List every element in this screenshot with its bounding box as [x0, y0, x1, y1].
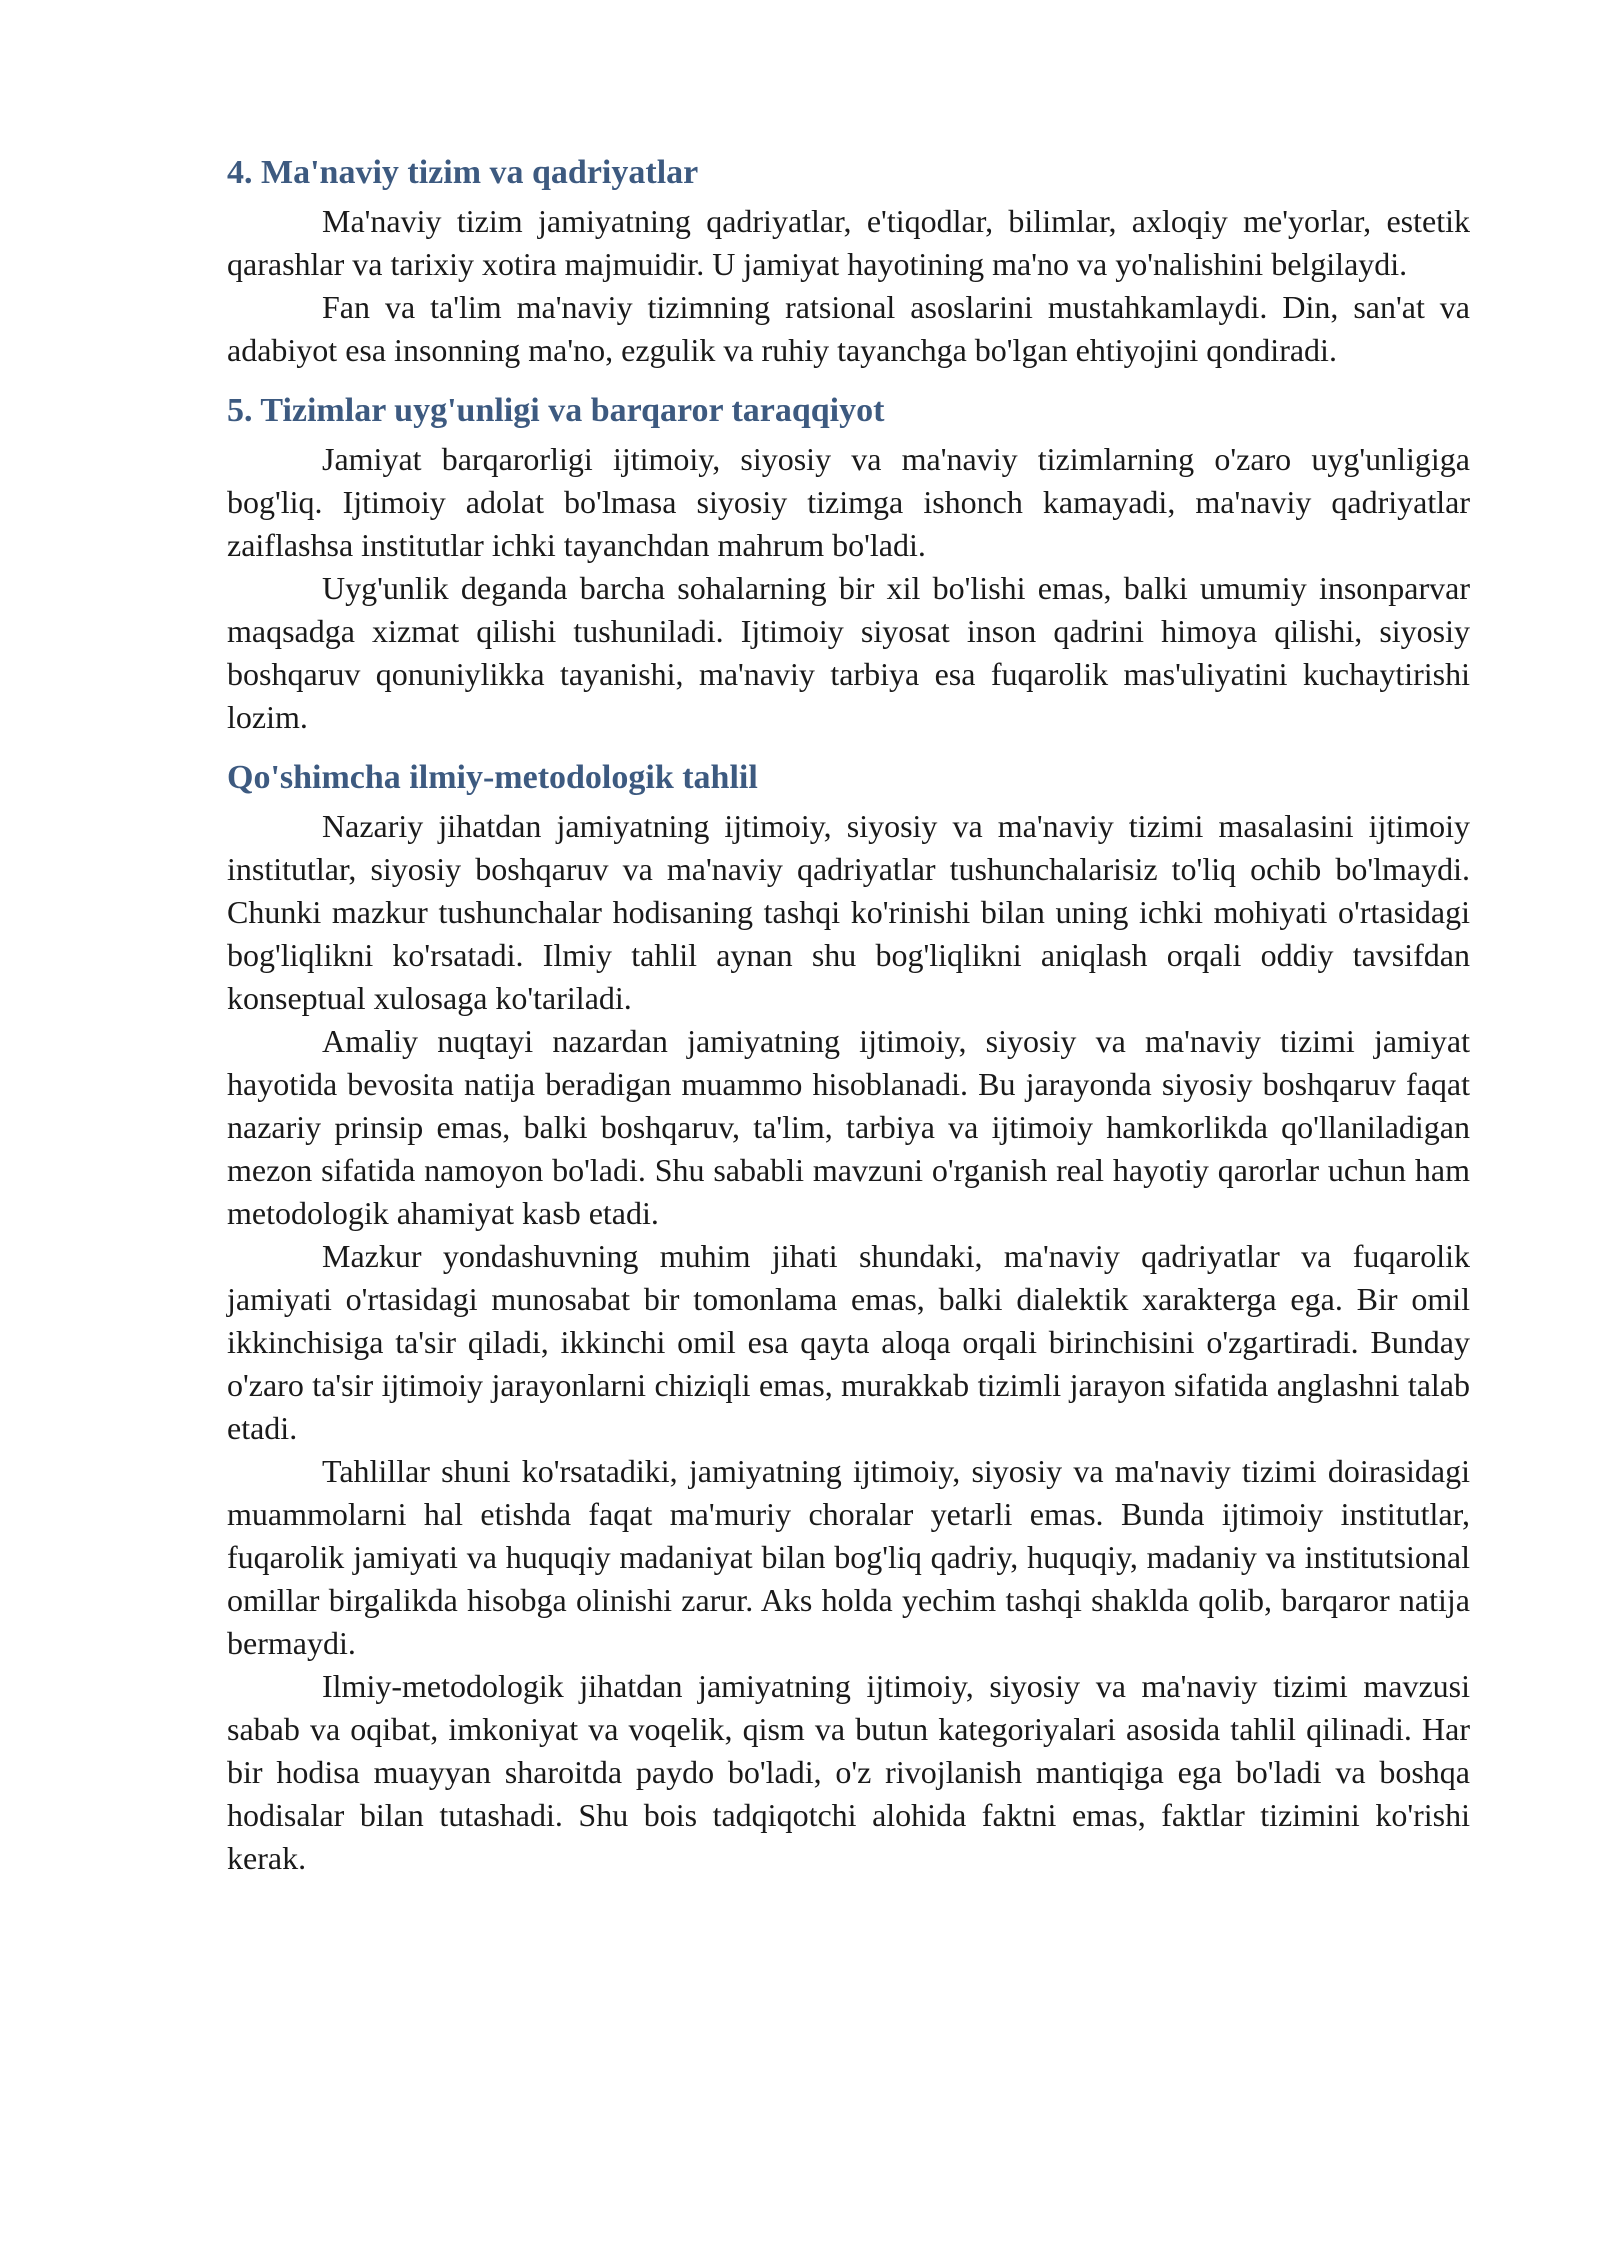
paragraph: Uyg'unlik deganda barcha sohalarning bir xil bo'lishi emas, balki umumiy insonparvar maqsadga xizmat qilishi tushuniladi. Ijtimoiy siyosat inson qadrini himoya qilishi, siyosiy boshqaruv qonuniylikka tayanishi, ma'naviy tarbiya esa fuqarolik mas'uliyatini kuchaytirishi lozim.	[227, 570, 1470, 735]
paragraph: Fan va ta'lim ma'naviy tizimning ratsional asoslarini mustahkamlaydi. Din, san'at va adabiyot esa insonning ma'no, ezgulik va ruhiy tayanchga bo'lgan ehtiyojini qondiradi.	[227, 289, 1470, 368]
section-heading: 4. Ma'naviy tizim va qadriyatlar	[227, 154, 699, 191]
paragraph: Mazkur yondashuvning muhim jihati shundaki, ma'naviy qadriyatlar va fuqarolik jamiyati o'rtasidagi munosabat bir tomonlama emas, balki dialektik xarakterga ega. Bir omil ikkinchisiga ta'sir qiladi, ikkinchi omil esa qayta aloqa orqali birinchisini o'zgartiradi. Bunday o'zaro ta'sir ijtimoiy jarayonlarni chiziqli emas, murakkab tizimli jarayon sifatida anglashni talab etadi.	[227, 1238, 1470, 1446]
paragraph: Amaliy nuqtayi nazardan jamiyatning ijtimoiy, siyosiy va ma'naviy tizimi jamiyat hayotida bevosita natija beradigan muammo hisoblanadi. Bu jarayonda siyosiy boshqaruv faqat nazariy prinsip emas, balki boshqaruv, ta'lim, tarbiya va ijtimoiy hamkorlikda qo'llaniladigan mezon sifatida namoyon bo'ladi. Shu sababli mavzuni o'rganish real hayotiy qarorlar uchun ham metodologik ahamiyat kasb etadi.	[227, 1023, 1470, 1231]
paragraph: Jamiyat barqarorligi ijtimoiy, siyosiy va ma'naviy tizimlarning o'zaro uyg'unligiga bog'liq. Ijtimoiy adolat bo'lmasa siyosiy tizimga ishonch kamayadi, ma'naviy qadriyatlar zaiflashsa institutlar ichki tayanchdan mahrum bo'ladi.	[227, 441, 1470, 563]
paragraph: Ilmiy-metodologik jihatdan jamiyatning ijtimoiy, siyosiy va ma'naviy tizimi mavzusi sabab va oqibat, imkoniyat va voqelik, qism va butun kategoriyalari asosida tahlil qilinadi. Har bir hodisa muayyan sharoitda paydo bo'ladi, o'z rivojlanish mantiqiga ega bo'ladi va boshqa hodisalar bilan tutashadi. Shu bois tadqiqotchi alohida faktni emas, faktlar tizimini ko'rishi kerak.	[227, 1668, 1470, 1876]
section-methodological-analysis	[227, 755, 1470, 1880]
section-spiritual-system	[227, 150, 1470, 372]
section-heading: 5. Tizimlar uyg'unligi va barqaror taraqqiyot	[227, 392, 885, 429]
paragraph: Nazariy jihatdan jamiyatning ijtimoiy, siyosiy va ma'naviy tizimi masalasini ijtimoiy institutlar, siyosiy boshqaruv va ma'naviy qadriyatlar tushunchalarisiz to'liq ochib bo'lmaydi. Chunki mazkur tushunchalar hodisaning tashqi ko'rinishi bilan uning ichki mohiyati o'rtasidagi bog'liqlikni ko'rsatadi. Ilmiy tahlil aynan shu bog'liqlikni aniqlash orqali oddiy tavsifdan konseptual xulosaga ko'tariladi.	[227, 808, 1470, 1016]
section-heading: Qo'shimcha ilmiy-metodologik tahlil	[227, 759, 758, 796]
section-systems-harmony	[227, 388, 1470, 739]
paragraph: Tahlillar shuni ko'rsatadiki, jamiyatning ijtimoiy, siyosiy va ma'naviy tizimi doirasidagi muammolarni hal etishda faqat ma'muriy choralar yetarli emas. Bunda ijtimoiy institutlar, fuqarolik jamiyati va huquqiy madaniyat bilan bog'liq qadriy, huquqiy, madaniy va institutsional omillar birgalikda hisobga olinishi zarur. Aks holda yechim tashqi shakldа qolib, barqaror natija bermaydi.	[227, 1453, 1470, 1661]
paragraph: Ma'naviy tizim jamiyatning qadriyatlar, e'tiqodlar, bilimlar, axloqiy me'yorlar, estetik qarashlar va tarixiy xotira majmuidir. U jamiyat hayotining ma'no va yo'nalishini belgilaydi.	[227, 203, 1470, 282]
document-page	[227, 150, 1470, 1880]
